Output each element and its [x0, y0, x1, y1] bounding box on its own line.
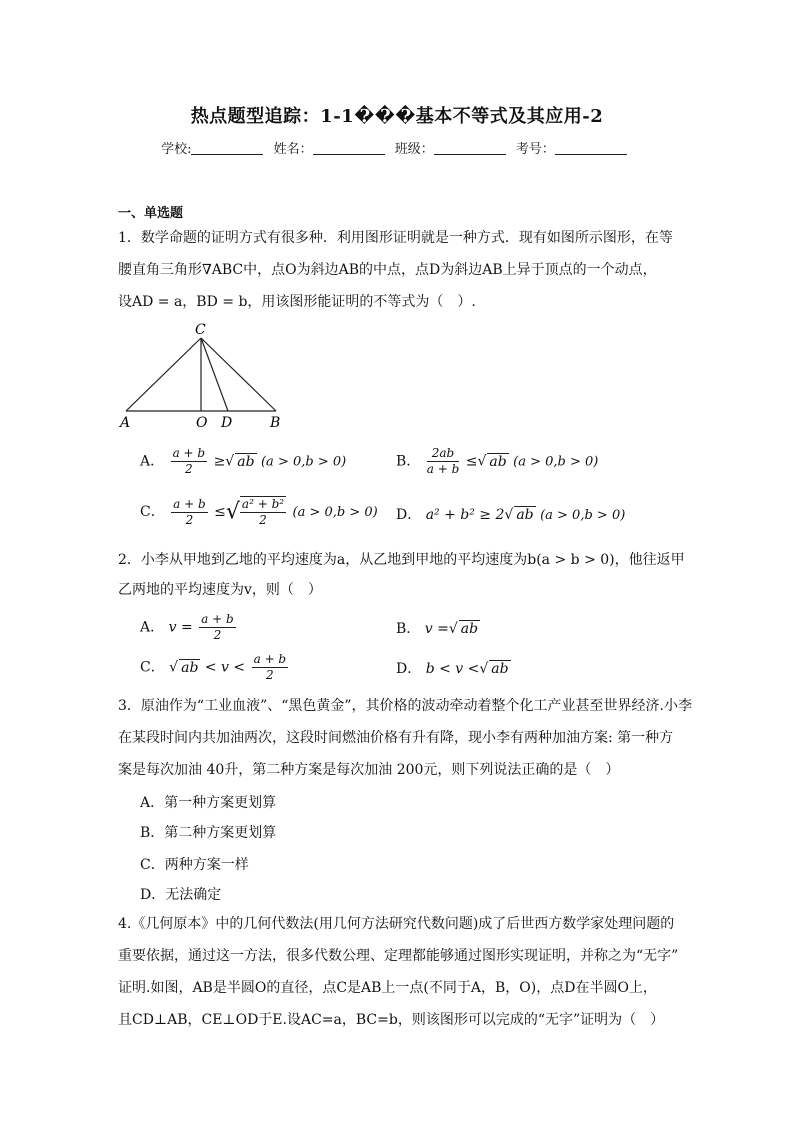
q1-line-2: 腰直角三角形∇ABC中，点O为斜边AB的中点，点D为斜边AB上异于顶点的一个动点， — [118, 262, 657, 278]
fraction — [171, 446, 208, 477]
expression: b < v < — [425, 661, 480, 677]
q2-option-a[interactable] — [140, 612, 238, 643]
radicand: ab — [491, 661, 509, 677]
sqrt-sign: √ — [169, 659, 179, 676]
denominator: 2 — [185, 462, 193, 476]
q3-option-c[interactable]: C．两种方案一样 — [140, 857, 249, 873]
q1-option-a[interactable] — [140, 446, 346, 477]
operator: ≤ — [465, 453, 478, 470]
fraction — [171, 497, 208, 528]
option-letter: D． — [396, 507, 422, 523]
q3-line-1: 3．原油作为“工业血液”、“黑色黄金”，其价格的波动牵动着整个化工产业甚至世界经济.小李 — [118, 698, 692, 714]
q2-option-c[interactable] — [140, 652, 290, 683]
q2-line-2: 乙两地的平均速度为v，则（ ） — [118, 582, 322, 598]
q3-option-d[interactable]: D．无法确定 — [140, 887, 222, 903]
radical-fraction — [240, 496, 286, 528]
expression: a² + b² ≥ 2 — [425, 507, 505, 523]
sqrt-sign: √ — [477, 453, 487, 470]
segment-ac — [126, 338, 201, 411]
q1-line-3: 设AD = a，BD = b，用该图形能证明的不等式为（ ）. — [118, 294, 476, 310]
q4-line-1: 4.《几何原本》中的几何代数法(用几何方法研究代数问题)成了后世西方数学家处理问题的 — [118, 916, 675, 932]
radicand: ab — [460, 621, 479, 637]
sqrt-sign: √ — [225, 453, 235, 470]
q4-line-2: 重要依据，通过这一方法，很多代数公理、定理都能够通过图形实现证明，并称之为“无字” — [118, 948, 679, 964]
option-letter: B． — [396, 621, 421, 637]
option-letter: A． — [140, 619, 165, 636]
class-label: 班级： — [394, 142, 434, 157]
school-field[interactable] — [191, 141, 263, 155]
condition: (a > 0,b > 0) — [260, 454, 347, 470]
numerator: a + b — [173, 496, 206, 511]
condition: (a > 0,b > 0) — [292, 505, 378, 520]
denominator: 2 — [185, 512, 194, 527]
sqrt-sign: √ — [479, 661, 489, 677]
option-letter: A． — [140, 453, 165, 470]
q4-line-3: 证明.如图，AB是半圆O的直径，点C是AB上一点(不同于A，B，O)，点D在半圆O上， — [118, 980, 657, 996]
option-letter: C． — [140, 504, 165, 520]
condition: (a > 0,b > 0) — [513, 454, 599, 470]
option-letter: D． — [396, 661, 422, 677]
q2-option-d[interactable] — [396, 658, 511, 678]
numerator: a + b — [201, 612, 234, 626]
radicand: ab — [516, 507, 534, 523]
option-letter: B． — [396, 453, 421, 470]
name-label: 姓名： — [273, 142, 313, 157]
numerator: a + b — [253, 652, 287, 666]
class-field[interactable] — [434, 141, 506, 155]
q3-option-b[interactable]: B．第二种方案更划算 — [140, 825, 277, 841]
denominator: 2 — [266, 668, 274, 682]
q1-option-b[interactable] — [396, 446, 598, 477]
q1-option-c[interactable] — [140, 496, 378, 528]
sqrt-sign: √ — [448, 621, 458, 637]
q4-line-4: 且CD⊥AB，CE⊥OD于E.设AC=a，BC=b，则该图形可以完成的“无字”证明为（ ） — [118, 1012, 665, 1028]
student-info — [0, 138, 794, 157]
expression: v = — [168, 619, 193, 636]
label-o: O — [196, 415, 208, 431]
radicand: ab — [181, 659, 199, 676]
label-d: D — [221, 415, 233, 431]
expression: v = — [424, 621, 449, 637]
radicand: ab — [489, 453, 507, 470]
numerator: 2ab — [427, 446, 460, 462]
operator: ≥ — [213, 453, 226, 470]
denominator: a + b — [426, 462, 460, 476]
segment-bc — [201, 338, 276, 411]
numerator: a² + b² — [241, 497, 285, 511]
numerator: a + b — [172, 446, 206, 460]
q3-line-3: 案是每次加油 40升，第二种方案是每次加油 200元，则下列说法正确的是（ ） — [118, 762, 620, 778]
q3-line-2: 在某段时间内共加油两次，这段时间燃油价格有升有降，现小李有两种加油方案: 第一种方 — [118, 730, 674, 746]
label-a: A — [120, 415, 131, 431]
denominator: 2 — [213, 628, 222, 642]
operator: ≤ — [214, 504, 226, 520]
section-heading: 一、单选题 — [118, 206, 184, 221]
option-letter: C． — [140, 659, 165, 676]
q1-option-d[interactable] — [396, 504, 625, 524]
sqrt-sign: √ — [504, 507, 514, 523]
fraction — [199, 612, 236, 643]
fraction — [252, 652, 289, 683]
number-field[interactable] — [555, 141, 627, 155]
number-label: 考号： — [515, 142, 555, 157]
q2-line-1: 2．小李从甲地到乙地的平均速度为a，从乙地到甲地的平均速度为b(a > b > 0)，他往返甲 — [118, 552, 685, 568]
page-title: 热点题型追踪：1-1���基本不等式及其应用-2 — [190, 106, 604, 127]
sqrt-sign: √ — [225, 499, 240, 525]
expression: < v < — [204, 659, 246, 676]
school-label: 学校: — [161, 142, 192, 157]
q2-option-b[interactable] — [396, 618, 480, 638]
label-b: B — [270, 415, 281, 431]
q1-line-1: 1．数学命题的证明方式有很多种．利用图形证明就是一种方式．现有如图所示图形，在等 — [118, 230, 673, 246]
segment-cd — [201, 338, 228, 411]
fraction — [427, 446, 460, 477]
condition: (a > 0,b > 0) — [540, 508, 626, 523]
q3-option-a[interactable]: A．第一种方案更划算 — [140, 795, 277, 811]
label-c: C — [195, 322, 206, 338]
triangle-figure — [112, 318, 302, 434]
name-field[interactable] — [313, 141, 385, 155]
denominator: 2 — [259, 513, 267, 527]
radicand: ab — [237, 453, 255, 470]
